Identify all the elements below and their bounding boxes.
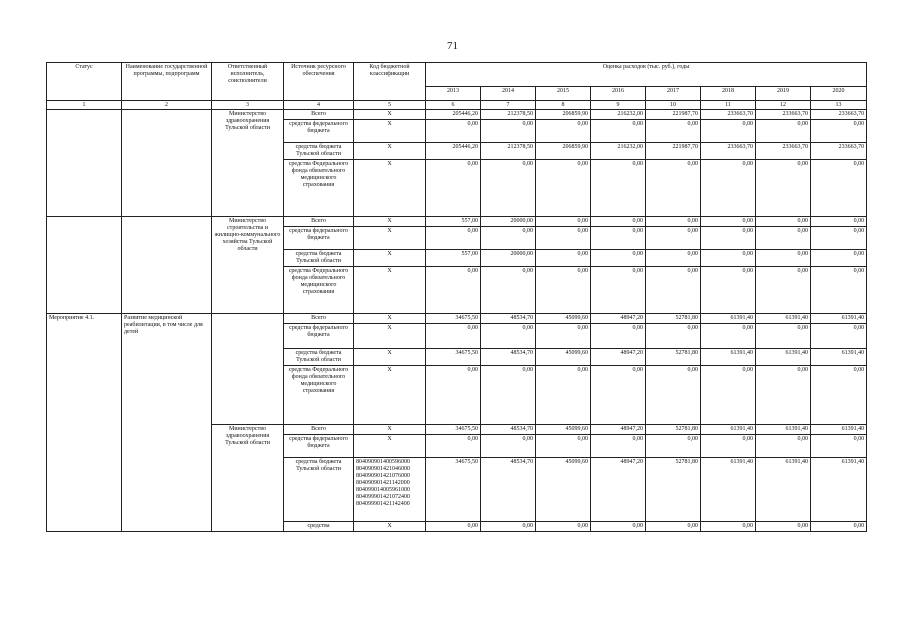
value-cell-2020: 61391,40 — [811, 425, 867, 435]
value-cell-2019: 0,00 — [756, 227, 811, 250]
value-cell-2018: 0,00 — [701, 250, 756, 267]
col-index: 2 — [122, 101, 212, 110]
value-cell-2016: 48947,20 — [591, 349, 646, 366]
value-cell-2020: 0,00 — [811, 227, 867, 250]
value-cell-2018: 0,00 — [701, 522, 756, 532]
value-cell-2018: 0,00 — [701, 160, 756, 217]
value-cell-2016: 0,00 — [591, 120, 646, 143]
value-cell-2019: 61391,40 — [756, 458, 811, 522]
value-cell-2013: 0,00 — [426, 227, 481, 250]
value-cell-2019: 233663,70 — [756, 143, 811, 160]
col-index: 3 — [212, 101, 284, 110]
value-cell-2017: 0,00 — [646, 227, 701, 250]
executor-cell: Министерство строительства и жилищно-коммунального хозяйства Тульской области — [212, 217, 284, 314]
value-cell-2016: 0,00 — [591, 250, 646, 267]
value-cell-2014: 0,00 — [481, 120, 536, 143]
value-cell-2016: 0,00 — [591, 227, 646, 250]
executor-cell: Министерство здравоохранения Тульской области — [212, 425, 284, 532]
value-cell-2013: 0,00 — [426, 366, 481, 425]
value-cell-2018: 0,00 — [701, 267, 756, 314]
value-cell-2015: 0,00 — [536, 227, 591, 250]
program-cell: Развитие медицинской реабилитации, в том числе для детей — [122, 314, 212, 425]
value-cell-2015: 0,00 — [536, 267, 591, 314]
value-cell-2016: 216232,00 — [591, 110, 646, 120]
value-cell-2015: 206859,90 — [536, 110, 591, 120]
value-cell-2015: 206859,90 — [536, 143, 591, 160]
budget-code-line: 804090901421076000 — [356, 473, 410, 479]
value-cell-2019: 61391,40 — [756, 425, 811, 435]
source-cell: средства Федерального фонда обязательного медицинского страхования — [284, 160, 354, 217]
value-cell-2017: 221987,70 — [646, 110, 701, 120]
code-cell: Х — [354, 425, 426, 435]
value-cell-2013: 557,00 — [426, 217, 481, 227]
value-cell-2019: 61391,40 — [756, 349, 811, 366]
value-cell-2018: 0,00 — [701, 324, 756, 349]
budget-code-line: 804099901421142400 — [356, 501, 410, 507]
status-cell — [47, 425, 122, 532]
value-cell-2019: 0,00 — [756, 160, 811, 217]
value-cell-2014: 48534,70 — [481, 314, 536, 324]
col-index: 7 — [481, 101, 536, 110]
col-index: 8 — [536, 101, 591, 110]
value-cell-2020: 0,00 — [811, 366, 867, 425]
col-index: 5 — [354, 101, 426, 110]
value-cell-2020: 233663,70 — [811, 110, 867, 120]
value-cell-2016: 0,00 — [591, 366, 646, 425]
value-cell-2013: 205446,20 — [426, 110, 481, 120]
value-cell-2013: 0,00 — [426, 160, 481, 217]
value-cell-2018: 61391,40 — [701, 349, 756, 366]
value-cell-2016: 48947,20 — [591, 425, 646, 435]
source-cell: средства бюджета Тульской области — [284, 250, 354, 267]
year-2015: 2015 — [536, 87, 591, 101]
source-cell: средства федерального бюджета — [284, 324, 354, 349]
value-cell-2015: 45099,60 — [536, 349, 591, 366]
header-status: Статус — [47, 63, 122, 101]
value-cell-2013: 557,00 — [426, 250, 481, 267]
value-cell-2017: 52781,80 — [646, 349, 701, 366]
value-cell-2014: 48534,70 — [481, 425, 536, 435]
value-cell-2013: 0,00 — [426, 522, 481, 532]
code-cell: Х — [354, 349, 426, 366]
value-cell-2016: 48947,20 — [591, 458, 646, 522]
header-estimate: Оценка расходов (тыс. руб.), годы — [426, 63, 867, 87]
program-cell — [122, 217, 212, 314]
value-cell-2020: 0,00 — [811, 250, 867, 267]
value-cell-2015: 0,00 — [536, 250, 591, 267]
header-program: Наименование государственной программы, подпрограмм — [122, 63, 212, 101]
value-cell-2014: 48534,70 — [481, 349, 536, 366]
year-2018: 2018 — [701, 87, 756, 101]
value-cell-2016: 216232,00 — [591, 143, 646, 160]
col-index: 9 — [591, 101, 646, 110]
value-cell-2018: 233663,70 — [701, 143, 756, 160]
budget-code-line: 804090901400596000 — [356, 459, 410, 465]
value-cell-2019: 0,00 — [756, 250, 811, 267]
value-cell-2016: 0,00 — [591, 217, 646, 227]
col-index: 1 — [47, 101, 122, 110]
col-index: 12 — [756, 101, 811, 110]
col-index: 4 — [284, 101, 354, 110]
code-cell: Х — [354, 160, 426, 217]
year-2019: 2019 — [756, 87, 811, 101]
value-cell-2018: 0,00 — [701, 217, 756, 227]
value-cell-2015: 0,00 — [536, 366, 591, 425]
code-cell: Х — [354, 435, 426, 458]
budget-table — [46, 62, 867, 532]
header-executor: Ответственный исполнитель, соисполнители — [212, 63, 284, 101]
executor-cell: Министерство здравоохранения Тульской области — [212, 110, 284, 217]
value-cell-2020: 61391,40 — [811, 314, 867, 324]
source-cell: средства федерального бюджета — [284, 435, 354, 458]
value-cell-2013: 0,00 — [426, 324, 481, 349]
value-cell-2020: 0,00 — [811, 267, 867, 314]
value-cell-2013: 205446,20 — [426, 143, 481, 160]
value-cell-2018: 0,00 — [701, 227, 756, 250]
value-cell-2017: 0,00 — [646, 120, 701, 143]
value-cell-2017: 0,00 — [646, 250, 701, 267]
source-cell: средства Федерального фонда обязательного медицинского страхования — [284, 366, 354, 425]
code-cell: Х — [354, 110, 426, 120]
source-cell: средства федерального бюджета — [284, 120, 354, 143]
value-cell-2017: 0,00 — [646, 522, 701, 532]
code-cell: Х — [354, 366, 426, 425]
value-cell-2017: 221987,70 — [646, 143, 701, 160]
source-cell: Всего — [284, 217, 354, 227]
value-cell-2019: 0,00 — [756, 120, 811, 143]
value-cell-2018: 0,00 — [701, 435, 756, 458]
value-cell-2020: 0,00 — [811, 120, 867, 143]
value-cell-2019: 61391,40 — [756, 314, 811, 324]
value-cell-2016: 0,00 — [591, 160, 646, 217]
value-cell-2019: 233663,70 — [756, 110, 811, 120]
value-cell-2015: 45099,60 — [536, 458, 591, 522]
value-cell-2020: 0,00 — [811, 522, 867, 532]
value-cell-2014: 0,00 — [481, 227, 536, 250]
table-row — [47, 425, 867, 435]
value-cell-2020: 61391,40 — [811, 349, 867, 366]
code-cell — [354, 458, 426, 522]
value-cell-2018: 61391,40 — [701, 458, 756, 522]
value-cell-2014: 48534,70 — [481, 458, 536, 522]
col-index: 11 — [701, 101, 756, 110]
value-cell-2019: 0,00 — [756, 217, 811, 227]
value-cell-2014: 0,00 — [481, 324, 536, 349]
value-cell-2017: 0,00 — [646, 435, 701, 458]
value-cell-2019: 0,00 — [756, 267, 811, 314]
value-cell-2017: 0,00 — [646, 324, 701, 349]
value-cell-2017: 0,00 — [646, 160, 701, 217]
value-cell-2013: 34675,50 — [426, 349, 481, 366]
value-cell-2020: 0,00 — [811, 324, 867, 349]
value-cell-2019: 0,00 — [756, 435, 811, 458]
value-cell-2018: 61391,40 — [701, 314, 756, 324]
code-cell: Х — [354, 324, 426, 349]
value-cell-2015: 45099,60 — [536, 425, 591, 435]
source-cell: средства бюджета Тульской области — [284, 458, 354, 522]
source-cell: Всего — [284, 425, 354, 435]
value-cell-2013: 0,00 — [426, 120, 481, 143]
value-cell-2014: 0,00 — [481, 522, 536, 532]
value-cell-2016: 0,00 — [591, 435, 646, 458]
source-cell: Всего — [284, 110, 354, 120]
value-cell-2020: 0,00 — [811, 160, 867, 217]
value-cell-2015: 45099,60 — [536, 314, 591, 324]
program-cell — [122, 425, 212, 532]
source-cell: средства Федерального фонда обязательного медицинского страхования — [284, 267, 354, 314]
year-2013: 2013 — [426, 87, 481, 101]
value-cell-2020: 233663,70 — [811, 143, 867, 160]
year-2017: 2017 — [646, 87, 701, 101]
value-cell-2014: 0,00 — [481, 435, 536, 458]
status-cell: Мероприятие 4.1. — [47, 314, 122, 425]
value-cell-2017: 52781,80 — [646, 314, 701, 324]
code-cell: Х — [354, 227, 426, 250]
value-cell-2016: 0,00 — [591, 267, 646, 314]
year-2016: 2016 — [591, 87, 646, 101]
year-2014: 2014 — [481, 87, 536, 101]
col-index: 6 — [426, 101, 481, 110]
value-cell-2020: 0,00 — [811, 217, 867, 227]
value-cell-2019: 0,00 — [756, 324, 811, 349]
value-cell-2017: 0,00 — [646, 217, 701, 227]
value-cell-2017: 0,00 — [646, 267, 701, 314]
year-2020: 2020 — [811, 87, 867, 101]
code-cell: Х — [354, 120, 426, 143]
source-cell: средства бюджета Тульской области — [284, 143, 354, 160]
value-cell-2014: 20000,00 — [481, 217, 536, 227]
value-cell-2017: 0,00 — [646, 366, 701, 425]
budget-code-line: 804090901421142000 — [356, 480, 410, 486]
executor-cell — [212, 314, 284, 425]
value-cell-2015: 0,00 — [536, 522, 591, 532]
value-cell-2015: 0,00 — [536, 120, 591, 143]
column-index-row — [47, 101, 867, 110]
value-cell-2013: 34675,50 — [426, 458, 481, 522]
source-cell: Всего — [284, 314, 354, 324]
value-cell-2013: 34675,50 — [426, 314, 481, 324]
code-cell: Х — [354, 250, 426, 267]
code-cell: Х — [354, 267, 426, 314]
value-cell-2014: 212378,50 — [481, 110, 536, 120]
value-cell-2018: 233663,70 — [701, 110, 756, 120]
value-cell-2018: 0,00 — [701, 366, 756, 425]
col-index: 13 — [811, 101, 867, 110]
value-cell-2015: 0,00 — [536, 217, 591, 227]
program-cell — [122, 110, 212, 217]
value-cell-2015: 0,00 — [536, 160, 591, 217]
source-cell: средства бюджета Тульской области — [284, 349, 354, 366]
value-cell-2014: 0,00 — [481, 267, 536, 314]
header-source: Источник ресурсного обеспечения — [284, 63, 354, 101]
value-cell-2017: 52781,80 — [646, 425, 701, 435]
value-cell-2016: 48947,20 — [591, 314, 646, 324]
header-code: Код бюджетной классификации — [354, 63, 426, 101]
value-cell-2020: 0,00 — [811, 435, 867, 458]
table-row — [47, 314, 867, 324]
value-cell-2013: 0,00 — [426, 435, 481, 458]
table-row — [47, 217, 867, 227]
table-row — [47, 110, 867, 120]
table-body — [47, 110, 867, 532]
value-cell-2016: 0,00 — [591, 522, 646, 532]
status-cell — [47, 217, 122, 314]
code-cell: Х — [354, 143, 426, 160]
value-cell-2015: 0,00 — [536, 435, 591, 458]
code-cell: Х — [354, 314, 426, 324]
code-cell: Х — [354, 217, 426, 227]
budget-code-line: 804090901421046000 — [356, 466, 410, 472]
value-cell-2018: 61391,40 — [701, 425, 756, 435]
page-number: 71 — [447, 40, 458, 52]
value-cell-2020: 61391,40 — [811, 458, 867, 522]
value-cell-2018: 0,00 — [701, 120, 756, 143]
value-cell-2016: 0,00 — [591, 324, 646, 349]
value-cell-2013: 0,00 — [426, 267, 481, 314]
value-cell-2013: 34675,50 — [426, 425, 481, 435]
col-index: 10 — [646, 101, 701, 110]
value-cell-2019: 0,00 — [756, 522, 811, 532]
source-cell: средства — [284, 522, 354, 532]
value-cell-2015: 0,00 — [536, 324, 591, 349]
value-cell-2014: 0,00 — [481, 160, 536, 217]
code-cell: Х — [354, 522, 426, 532]
value-cell-2014: 20000,00 — [481, 250, 536, 267]
source-cell: средства федерального бюджета — [284, 227, 354, 250]
value-cell-2017: 52781,80 — [646, 458, 701, 522]
budget-code-line: 804099014005961000 — [356, 487, 410, 493]
value-cell-2014: 212378,50 — [481, 143, 536, 160]
value-cell-2014: 0,00 — [481, 366, 536, 425]
value-cell-2019: 0,00 — [756, 366, 811, 425]
budget-code-line: 804099901421072400 — [356, 494, 410, 500]
status-cell — [47, 110, 122, 217]
